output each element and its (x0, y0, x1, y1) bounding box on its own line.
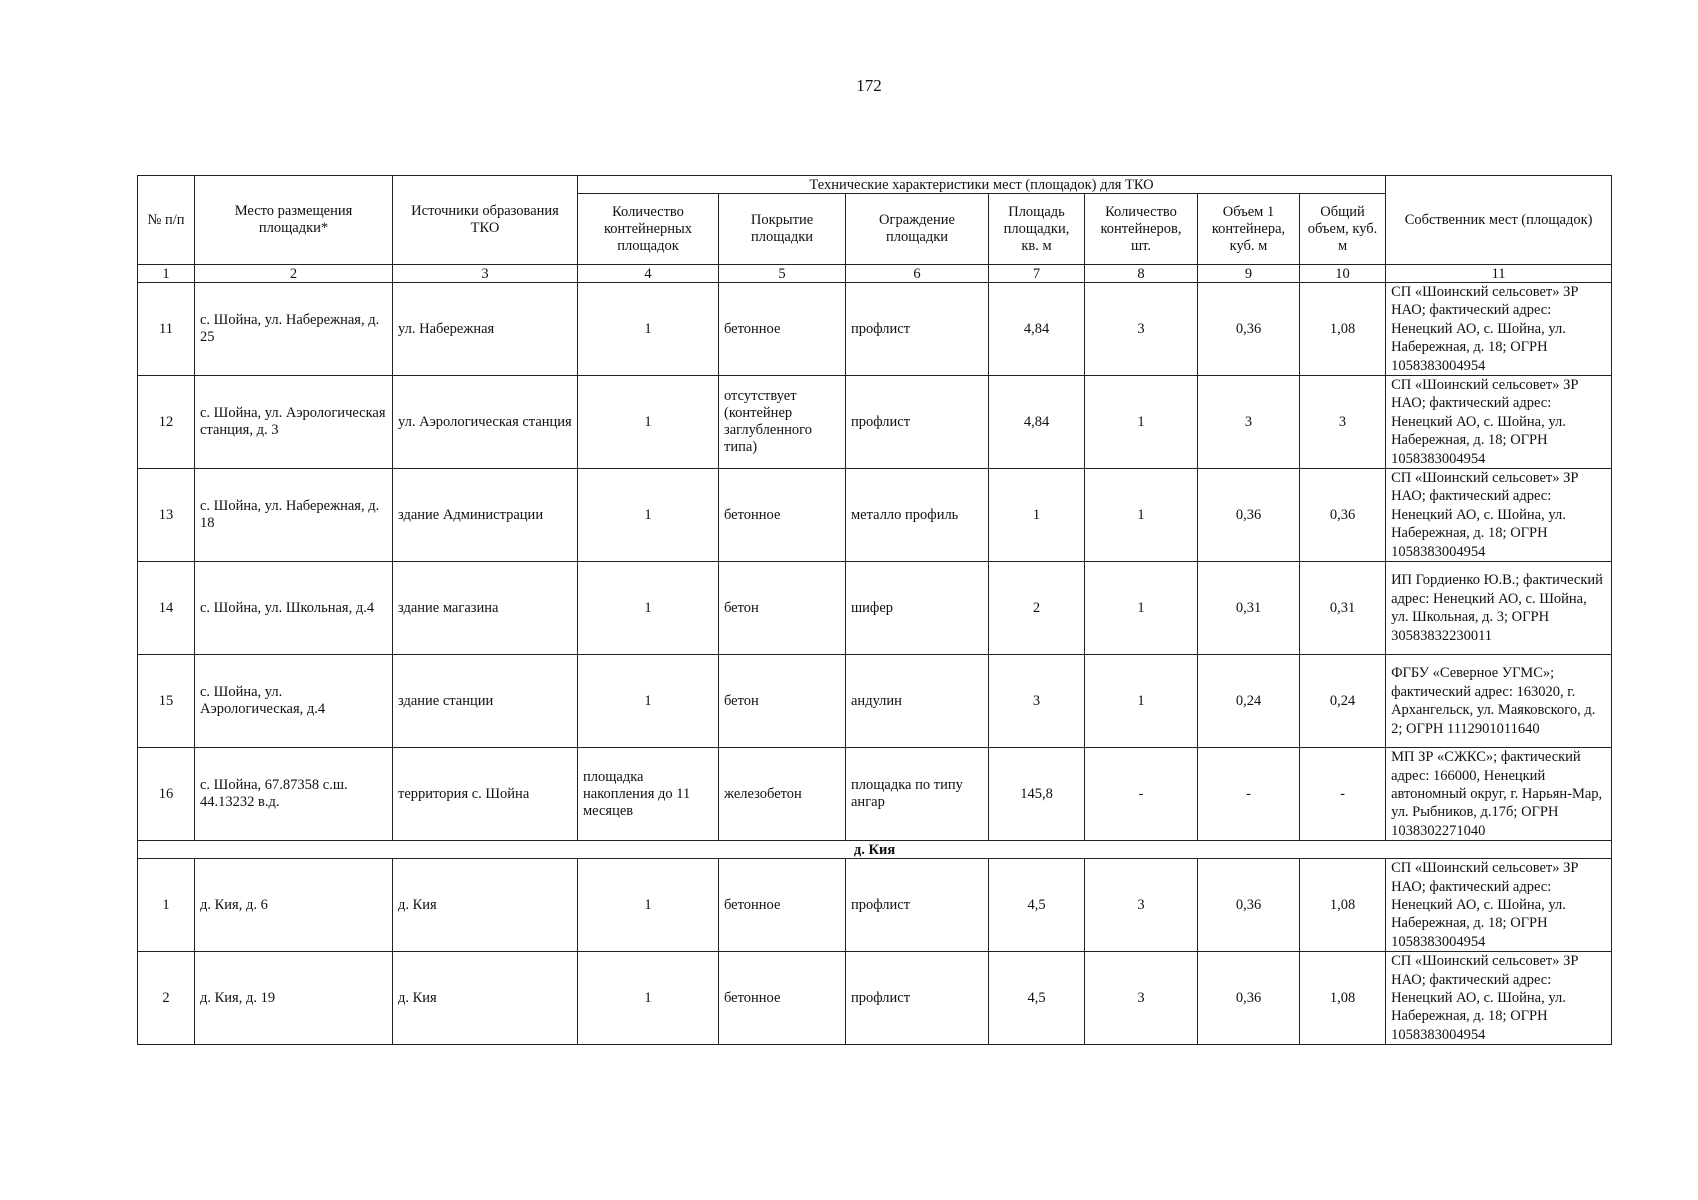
cell-platform-count: 1 (578, 376, 719, 469)
header-platform-count: Количество контейнерных площадок (578, 194, 719, 265)
table-row (138, 283, 1612, 376)
cell-fence: металло профиль (846, 469, 989, 562)
table-row (138, 469, 1612, 562)
tko-registry-table (137, 175, 1612, 1045)
cell-fence: андулин (846, 655, 989, 748)
section-title: д. Кия (138, 841, 1612, 859)
cell-container-count: 3 (1085, 859, 1198, 952)
cell-total-volume: 0,36 (1300, 469, 1386, 562)
cell-area: 2 (989, 562, 1085, 655)
cell-place: с. Шойна, 67.87358 с.ш. 44.13232 в.д. (195, 748, 393, 841)
cell-surface: бетон (719, 562, 846, 655)
cell-fence: шифер (846, 562, 989, 655)
cell-container-count: 1 (1085, 469, 1198, 562)
cell-area: 145,8 (989, 748, 1085, 841)
column-number: 6 (846, 265, 989, 283)
cell-container-count: 1 (1085, 376, 1198, 469)
cell-sources: ул. Набережная (393, 283, 578, 376)
cell-fence: профлист (846, 859, 989, 952)
header-fence: Ограждение площадки (846, 194, 989, 265)
cell-area: 4,5 (989, 859, 1085, 952)
page-number: 172 (856, 76, 882, 95)
cell-platform-count: 1 (578, 859, 719, 952)
cell-container-volume: 0,36 (1198, 469, 1300, 562)
cell-num: 1 (138, 859, 195, 952)
table-row (138, 376, 1612, 469)
cell-num: 2 (138, 952, 195, 1045)
cell-sources: здание Администрации (393, 469, 578, 562)
header-total-volume: Общий объем, куб. м (1300, 194, 1386, 265)
cell-fence: площадка по типу ангар (846, 748, 989, 841)
cell-place: д. Кия, д. 6 (195, 859, 393, 952)
cell-num: 12 (138, 376, 195, 469)
cell-owner: СП «Шоинский сельсовет» ЗР НАО; фактический адрес: Ненецкий АО, с. Шойна, ул. Набережная, д. 18; ОГРН 1058383004954 (1386, 952, 1612, 1045)
cell-owner: ИП Гордиенко Ю.В.; фактический адрес: Ненецкий АО, с. Шойна, ул. Школьная, д. 3; ОГРН 30583832230011 (1386, 562, 1612, 655)
cell-total-volume: 1,08 (1300, 952, 1386, 1045)
cell-container-count: 3 (1085, 952, 1198, 1045)
cell-place: с. Шойна, ул. Набережная, д. 18 (195, 469, 393, 562)
cell-container-count: 3 (1085, 283, 1198, 376)
cell-container-volume: 0,36 (1198, 859, 1300, 952)
table-row (138, 952, 1612, 1045)
cell-sources: здание станции (393, 655, 578, 748)
cell-total-volume: 0,31 (1300, 562, 1386, 655)
cell-num: 13 (138, 469, 195, 562)
cell-fence: профлист (846, 376, 989, 469)
cell-area: 1 (989, 469, 1085, 562)
header-sources: Источники образования ТКО (393, 176, 578, 265)
cell-surface: бетон (719, 655, 846, 748)
column-number: 8 (1085, 265, 1198, 283)
header-container-count: Количество контейнеров, шт. (1085, 194, 1198, 265)
cell-surface: отсутствует (контейнер заглубленного типа) (719, 376, 846, 469)
cell-sources: д. Кия (393, 952, 578, 1045)
cell-sources: здание магазина (393, 562, 578, 655)
cell-container-volume: 0,36 (1198, 283, 1300, 376)
cell-owner: СП «Шоинский сельсовет» ЗР НАО; фактический адрес: Ненецкий АО, с. Шойна, ул. Набережная, д. 18; ОГРН 1058383004954 (1386, 283, 1612, 376)
cell-surface: железобетон (719, 748, 846, 841)
column-number: 7 (989, 265, 1085, 283)
cell-container-volume: 0,36 (1198, 952, 1300, 1045)
cell-owner: СП «Шоинский сельсовет» ЗР НАО; фактический адрес: Ненецкий АО, с. Шойна, ул. Набережная, д. 18; ОГРН 1058383004954 (1386, 469, 1612, 562)
cell-surface: бетонное (719, 283, 846, 376)
cell-total-volume: 1,08 (1300, 859, 1386, 952)
table-row (138, 562, 1612, 655)
cell-num: 15 (138, 655, 195, 748)
column-number: 10 (1300, 265, 1386, 283)
table-row (138, 859, 1612, 952)
header-place: Место размещения площадки* (195, 176, 393, 265)
cell-owner: ФГБУ «Северное УГМС»; фактический адрес: 163020, г. Архангельск, ул. Маяковского, д. 2; ОГРН 1112901011640 (1386, 655, 1612, 748)
cell-container-volume: 0,31 (1198, 562, 1300, 655)
cell-container-count: 1 (1085, 562, 1198, 655)
cell-fence: профлист (846, 952, 989, 1045)
table-row (138, 655, 1612, 748)
cell-owner: МП ЗР «СЖКС»; фактический адрес: 166000, Ненецкий автономный округ, г. Нарьян-Мар, ул. Рыбников, д.17б; ОГРН 1038302271040 (1386, 748, 1612, 841)
column-number: 5 (719, 265, 846, 283)
column-number: 4 (578, 265, 719, 283)
cell-surface: бетонное (719, 469, 846, 562)
cell-place: с. Шойна, ул. Аэрологическая станция, д. 3 (195, 376, 393, 469)
column-number: 2 (195, 265, 393, 283)
cell-surface: бетонное (719, 859, 846, 952)
cell-area: 4,5 (989, 952, 1085, 1045)
cell-platform-count: 1 (578, 655, 719, 748)
cell-total-volume: 1,08 (1300, 283, 1386, 376)
cell-platform-count: 1 (578, 469, 719, 562)
cell-area: 4,84 (989, 376, 1085, 469)
cell-platform-count: 1 (578, 562, 719, 655)
cell-sources: территория с. Шойна (393, 748, 578, 841)
cell-place: с. Шойна, ул. Школьная, д.4 (195, 562, 393, 655)
cell-platform-count: площадка накопления до 11 месяцев (578, 748, 719, 841)
cell-num: 14 (138, 562, 195, 655)
cell-container-volume: - (1198, 748, 1300, 841)
cell-num: 16 (138, 748, 195, 841)
header-surface: Покрытие площадки (719, 194, 846, 265)
cell-total-volume: 3 (1300, 376, 1386, 469)
table-row (138, 748, 1612, 841)
cell-num: 11 (138, 283, 195, 376)
cell-surface: бетонное (719, 952, 846, 1045)
cell-container-count: 1 (1085, 655, 1198, 748)
cell-fence: профлист (846, 283, 989, 376)
cell-sources: д. Кия (393, 859, 578, 952)
cell-container-volume: 3 (1198, 376, 1300, 469)
cell-total-volume: 0,24 (1300, 655, 1386, 748)
cell-place: д. Кия, д. 19 (195, 952, 393, 1045)
cell-platform-count: 1 (578, 283, 719, 376)
cell-container-volume: 0,24 (1198, 655, 1300, 748)
header-container-volume: Объем 1 контейнера, куб. м (1198, 194, 1300, 265)
cell-place: с. Шойна, ул. Аэрологическая, д.4 (195, 655, 393, 748)
header-area: Площадь площадки, кв. м (989, 194, 1085, 265)
cell-area: 3 (989, 655, 1085, 748)
cell-total-volume: - (1300, 748, 1386, 841)
column-number: 11 (1386, 265, 1612, 283)
header-num: № п/п (138, 176, 195, 265)
column-number: 1 (138, 265, 195, 283)
cell-owner: СП «Шоинский сельсовет» ЗР НАО; фактический адрес: Ненецкий АО, с. Шойна, ул. Набережная, д. 18; ОГРН 1058383004954 (1386, 376, 1612, 469)
column-number-row (138, 265, 1612, 283)
cell-sources: ул. Аэрологическая станция (393, 376, 578, 469)
header-technical-characteristics: Технические характеристики мест (площадок) для ТКО (578, 176, 1386, 194)
cell-place: с. Шойна, ул. Набережная, д. 25 (195, 283, 393, 376)
column-number: 3 (393, 265, 578, 283)
cell-container-count: - (1085, 748, 1198, 841)
cell-area: 4,84 (989, 283, 1085, 376)
header-row-group (138, 176, 1612, 194)
column-number: 9 (1198, 265, 1300, 283)
header-owner: Собственник мест (площадок) (1386, 176, 1612, 265)
section-row (138, 841, 1612, 859)
cell-platform-count: 1 (578, 952, 719, 1045)
cell-owner: СП «Шоинский сельсовет» ЗР НАО; фактический адрес: Ненецкий АО, с. Шойна, ул. Набережная, д. 18; ОГРН 1058383004954 (1386, 859, 1612, 952)
